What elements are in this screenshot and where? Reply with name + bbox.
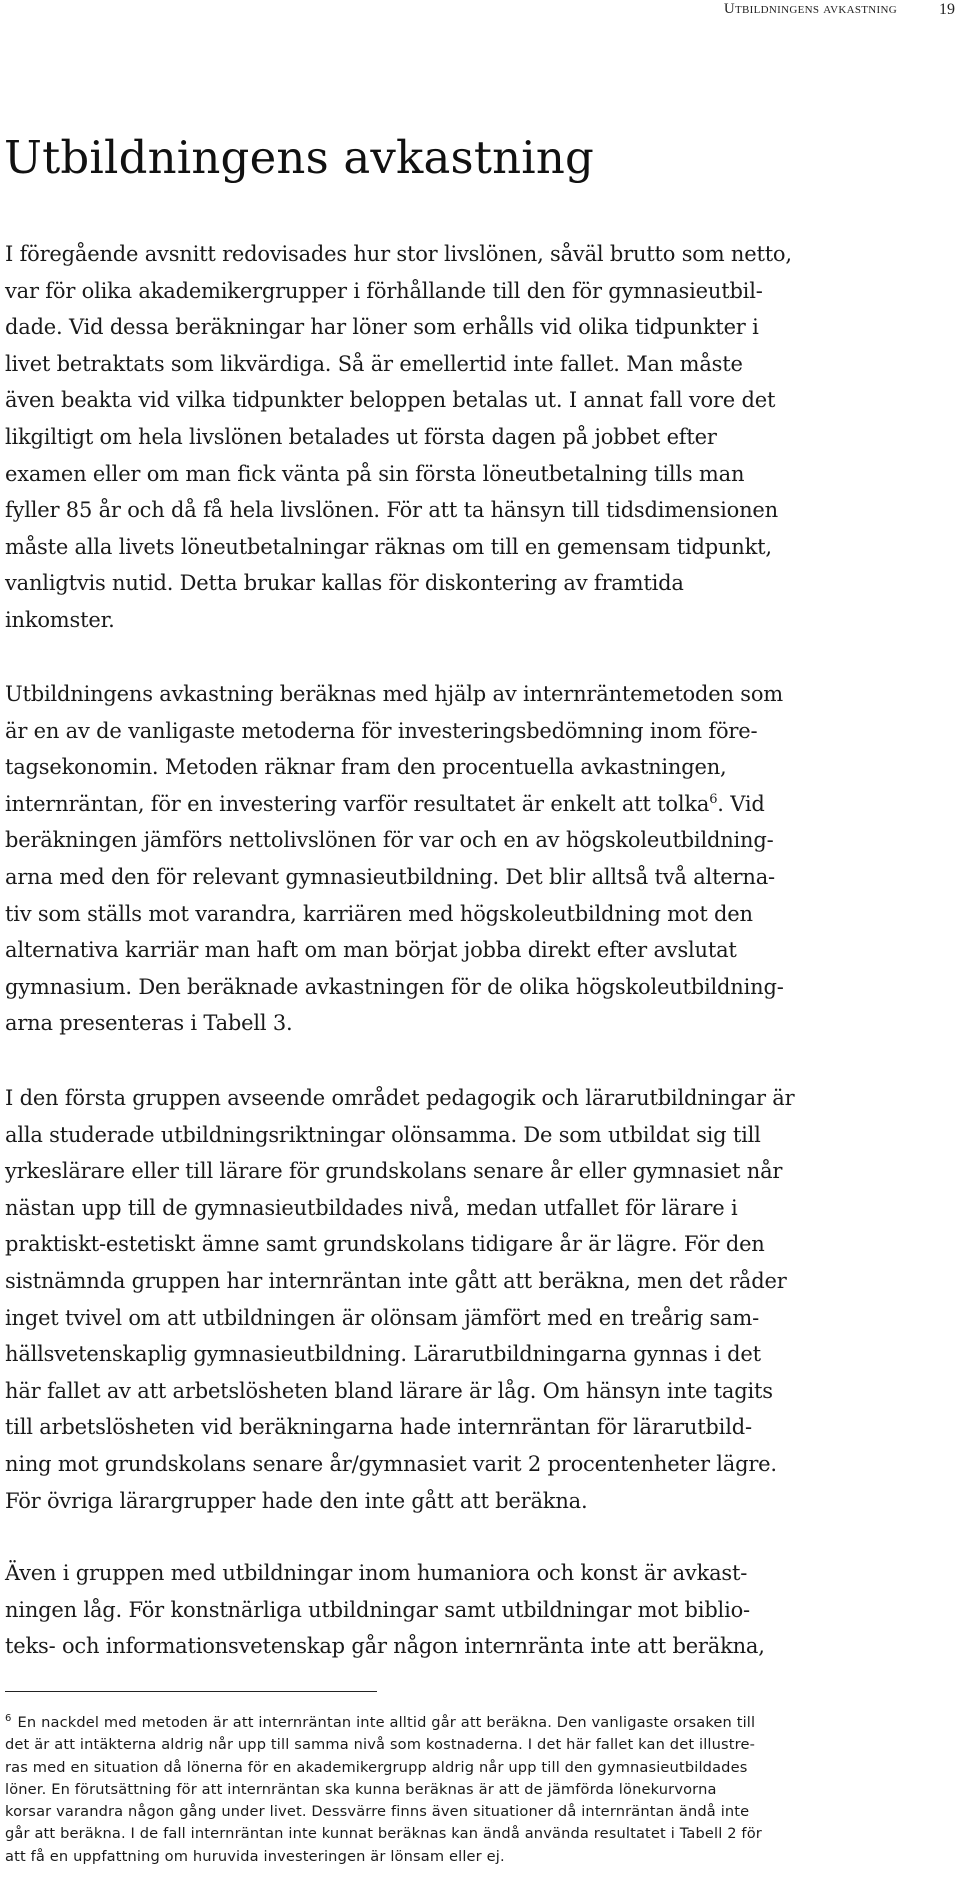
footnote-line (5, 1712, 955, 1734)
paragraph-line: Utbildningens avkastning beräknas med hjälp av internräntemetoden som (5, 682, 784, 706)
paragraph-line: I föregående avsnitt redovisades hur stor livslönen, såväl brutto som netto, (5, 242, 792, 266)
paragraph-line: är en av de vanligaste metoderna för investeringsbedömning inom före- (5, 718, 758, 743)
footnote-line: korsar varandra någon gång under livet. Dessvärre finns även situationer då internräntan ändå inte (5, 1803, 750, 1821)
body-paragraph-1 (5, 236, 955, 639)
paragraph-line: ningen låg. För konstnärliga utbildningar samt utbildningar mot biblio- (5, 1597, 750, 1622)
footnote-line: går att beräkna. I de fall internräntan inte kunnat beräknas kan ändå använda resultatet i Tabell 2 för (5, 1825, 762, 1843)
footnote-line: det är att intäkterna aldrig når upp till samma nivå som kostnaderna. I det här fallet kan det illustre- (5, 1736, 755, 1754)
paragraph-line: vanligtvis nutid. Detta brukar kallas för diskontering av framtida (5, 571, 684, 596)
footnote-reference[interactable]: 6 (709, 791, 718, 807)
footnote-line: att få en uppfattning om huruvida investeringen är lönsam eller ej. (5, 1847, 505, 1865)
paragraph-line: måste alla livets löneutbetalningar räknas om till en gemensam tidpunkt, (5, 534, 772, 559)
page-number: 19 (939, 1, 955, 18)
paragraph-line: I den första gruppen avseende området pedagogik och lärarutbildningar är (5, 1086, 795, 1110)
paragraph-line: arna presenteras i Tabell 3. (5, 1011, 293, 1036)
paragraph-line: hällsvetenskaplig gymnasieutbildning. Lärarutbildningarna gynnas i det (5, 1342, 761, 1367)
paragraph-line: fyller 85 år och då få hela livslönen. För att ta hänsyn till tidsdimensionen (5, 498, 778, 523)
paragraph-line: För övriga lärargrupper hade den inte gått att beräkna. (5, 1488, 588, 1513)
paragraph-line: nästan upp till de gymnasieutbildades nivå, medan utfallet för lärare i (5, 1195, 738, 1220)
paragraph-line: även beakta vid vilka tidpunkter beloppen betalas ut. I annat fall vore det (5, 388, 776, 413)
body-paragraph-2 (5, 676, 955, 1042)
paragraph-line: inkomster. (5, 607, 115, 632)
paragraph-line: livet betraktats som likvärdiga. Så är emellertid inte fallet. Man måste (5, 351, 743, 376)
paragraph-line: praktiskt-estetiskt ämne samt grundskolans tidigare år är lägre. För den (5, 1232, 765, 1257)
paragraph-line: ning mot grundskolans senare år/gymnasiet varit 2 procentenheter lägre. (5, 1451, 777, 1476)
paragraph-line: tagsekonomin. Metoden räknar fram den procentuella avkastningen, (5, 755, 727, 780)
paragraph-line: inget tvivel om att utbildningen är olönsam jämfört med en treårig sam- (5, 1305, 760, 1330)
paragraph-line: Även i gruppen med utbildningar inom humaniora och konst är avkast- (5, 1561, 748, 1585)
paragraph-line: teks- och informationsvetenskap går någon internränta inte att beräkna, (5, 1634, 765, 1659)
footnote (5, 1712, 955, 1868)
paragraph-line-text: internräntan, för en investering varför resultatet är enkelt att tolka (5, 791, 710, 816)
paragraph-line: sistnämnda gruppen har internräntan inte gått att beräkna, men det råder (5, 1268, 787, 1293)
paragraph-line: var för olika akademikergrupper i förhållande till den för gymnasieutbil- (5, 278, 763, 303)
paragraph-line: dade. Vid dessa beräkningar har löner som erhålls vid olika tidpunkter i (5, 315, 759, 340)
paragraph-line: likgiltigt om hela livslönen betalades ut första dagen på jobbet efter (5, 424, 717, 449)
paragraph-line: alla studerade utbildningsriktningar olönsamma. De som utbildat sig till (5, 1122, 761, 1147)
footnote-marker: 6 (5, 1713, 12, 1725)
paragraph-line: arna med den för relevant gymnasieutbildning. Det blir alltså två alterna- (5, 864, 775, 889)
footnote-separator (5, 1691, 377, 1692)
paragraph-line: tiv som ställs mot varandra, karriären med högskoleutbildning mot den (5, 901, 753, 926)
footnote-line: ras med en situation då lönerna för en akademikergrupp aldrig når upp till den gymnasieutbildades (5, 1758, 748, 1776)
footnote-line: löner. En förutsättning för att internräntan ska kunna beräknas är att de jämförda lönekurvorna (5, 1780, 717, 1798)
paragraph-line: alternativa karriär man haft om man börjat jobba direkt efter avslutat (5, 938, 737, 963)
paragraph-line: examen eller om man fick vänta på sin första löneutbetalning tills man (5, 461, 745, 486)
paragraph-line: yrkeslärare eller till lärare för grundskolans senare år eller gymnasiet når (5, 1159, 783, 1184)
footnote-line-text: En nackdel med metoden är att internräntan inte alltid går att beräkna. Den vanligaste orsaken till (17, 1714, 756, 1731)
body-paragraph-3 (5, 1080, 955, 1519)
paragraph-line-tail: . Vid (717, 791, 765, 816)
page-title: Utbildningens avkastning (4, 131, 595, 184)
paragraph-line: beräkningen jämförs nettolivslönen för var och en av högskoleutbildning- (5, 828, 774, 853)
running-title: Utbildningens avkastning (723, 1, 897, 17)
paragraph-line: här fallet av att arbetslösheten bland lärare är låg. Om hänsyn inte tagits (5, 1378, 773, 1403)
paragraph-line-with-footnote (5, 786, 955, 823)
paragraph-line: till arbetslösheten vid beräkningarna hade internräntan för lärarutbild- (5, 1415, 752, 1440)
paragraph-line: gymnasium. Den beräknade avkastningen för de olika högskoleutbildning- (5, 974, 784, 999)
body-paragraph-4 (5, 1555, 955, 1665)
running-header (0, 0, 960, 20)
